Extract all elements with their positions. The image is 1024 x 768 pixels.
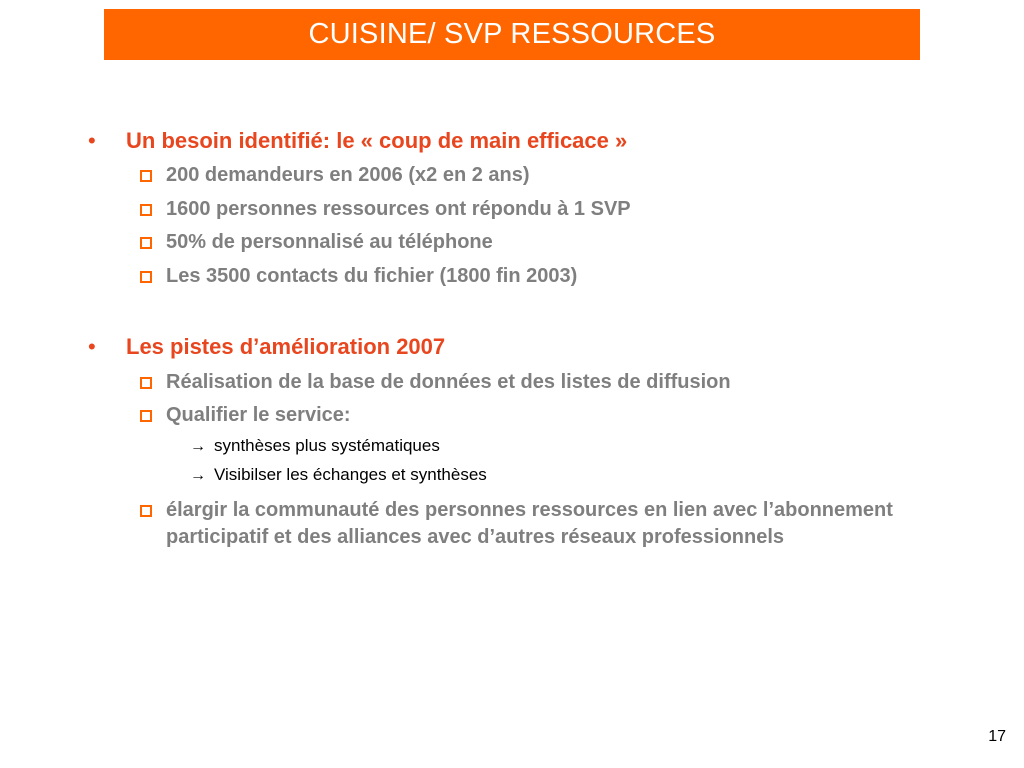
list-item (140, 369, 731, 396)
list-item-text: Qualifier le service: (166, 404, 351, 426)
arrow-right-icon: → (190, 467, 206, 484)
list-item-text: 1600 personnes ressources ont répondu à 1 SVP (166, 198, 631, 220)
square-bullet-icon (140, 170, 152, 182)
square-bullet-icon (140, 505, 152, 517)
bullet-dot-icon: • (88, 334, 96, 359)
list-item (140, 263, 577, 290)
section-heading-text: Les pistes d’amélioration 2007 (126, 334, 446, 359)
section-heading-besoin (88, 128, 627, 154)
list-item (140, 497, 956, 551)
list-item (140, 229, 493, 256)
list-item (140, 196, 631, 223)
square-bullet-icon (140, 204, 152, 216)
section-heading-pistes (88, 334, 445, 360)
bullet-dot-icon: • (88, 128, 96, 153)
list-item-text: 200 demandeurs en 2006 (x2 en 2 ans) (166, 164, 530, 186)
page-number: 17 (988, 728, 1006, 745)
arrow-right-icon: → (190, 438, 206, 455)
sub-list-item-text: synthèses plus systématiques (214, 436, 440, 455)
sub-list-item-text: Visibilser les échanges et synthèses (214, 465, 487, 484)
square-bullet-icon (140, 237, 152, 249)
sub-list-item (190, 465, 487, 485)
square-bullet-icon (140, 271, 152, 283)
title-bar (104, 9, 920, 60)
square-bullet-icon (140, 410, 152, 422)
square-bullet-icon (140, 377, 152, 389)
list-item-text: élargir la communauté des personnes ressources en lien avec l’abonnement participatif et des alliances avec d’autres réseaux professionnels (166, 499, 893, 548)
list-item (140, 402, 351, 429)
list-item-text: 50% de personnalisé au téléphone (166, 231, 493, 253)
list-item-text: Les 3500 contacts du fichier (1800 fin 2003) (166, 265, 578, 287)
list-item (140, 162, 530, 189)
slide-title: CUISINE/ SVP RESSOURCES (308, 18, 716, 50)
sub-list-item (190, 436, 440, 456)
section-heading-text: Un besoin identifié: le « coup de main efficace » (126, 128, 628, 153)
list-item-text: Réalisation de la base de données et des listes de diffusion (166, 371, 731, 393)
